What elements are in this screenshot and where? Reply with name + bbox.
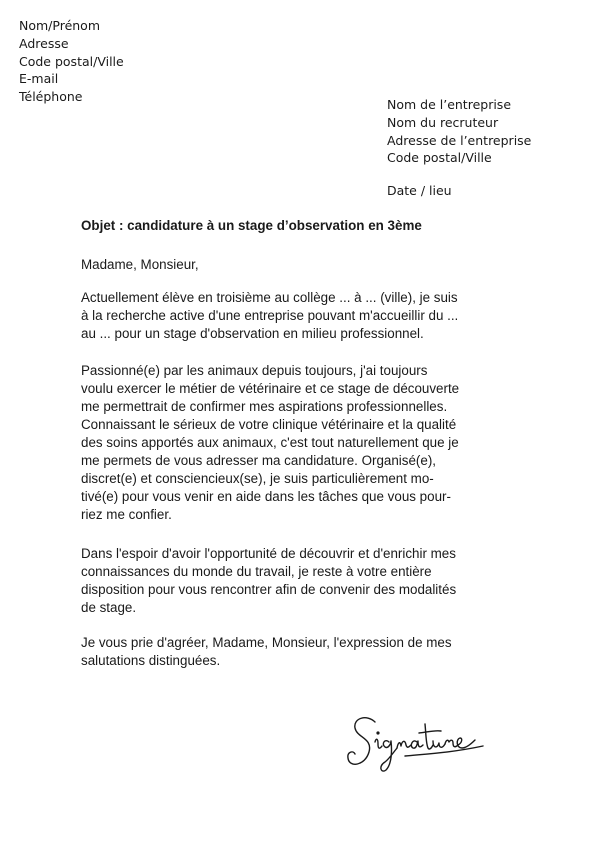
paragraph-line: salutations distinguées. [81, 653, 221, 668]
paragraph-line: me permettrait de confirmer mes aspirations professionnelles. [81, 399, 448, 414]
paragraph-line: au ... pour un stage d'observation en milieu professionnel. [81, 326, 424, 341]
sender-email: E-mail [19, 71, 59, 87]
paragraph-line: des soins apportés aux animaux, c'est tout naturellement que je [81, 435, 459, 450]
paragraph-line: me permets de vous adresser ma candidature. Organisé(e), [81, 453, 437, 468]
sender-block [19, 17, 124, 106]
paragraph-line: discret(e) et consciencieux(se), je suis particulièrement mo- [81, 471, 434, 486]
sender-phone: Téléphone [19, 89, 83, 105]
paragraph-availability [81, 545, 521, 617]
paragraph-line: Connaissant le sérieux de votre clinique vétérinaire et la qualité [81, 417, 457, 432]
recipient-recruiter: Nom du recruteur [387, 114, 499, 130]
paragraph-line: voulu exercer le métier de vétérinaire et ce stage de découverte [81, 381, 460, 396]
recipient-company: Nom de l’entreprise [387, 97, 512, 112]
date-place: Date / lieu [387, 183, 452, 199]
paragraph-intro [81, 289, 521, 343]
paragraph-line: Je vous prie d'agréer, Madame, Monsieur, l'expression de mes [81, 635, 452, 650]
subject-line: Objet : candidature à un stage d’observation en 3ème [81, 218, 422, 233]
sender-name: Nom/Prénom [19, 18, 101, 33]
recipient-city: Code postal/Ville [387, 150, 492, 166]
recipient-address: Adresse de l’entreprise [387, 132, 532, 148]
paragraph-line: de stage. [81, 600, 137, 615]
paragraph-line: Actuellement élève en troisième au collège ... à ... (ville), je suis [81, 290, 458, 305]
paragraph-line: Dans l'espoir d'avoir l'opportunité de découvrir et d'enrichir mes [81, 546, 456, 561]
recipient-block [387, 96, 531, 200]
paragraph-line: disposition pour vous rencontrer afin de convenir des modalités [81, 582, 457, 597]
paragraph-line: Passionné(e) par les animaux depuis toujours, j'ai toujours [81, 363, 428, 378]
sender-city: Code postal/Ville [19, 53, 124, 69]
paragraph-line: à la recherche active d'une entreprise pouvant m'accueillir du ... [81, 308, 459, 323]
paragraph-line: tivé(e) pour vous venir en aide dans les tâches que vous pour- [81, 489, 451, 504]
greeting-text: Madame, Monsieur, [81, 257, 199, 272]
greeting [81, 256, 521, 274]
handwritten-signature [345, 708, 495, 785]
paragraph-closing [81, 634, 521, 670]
paragraph-motivation [81, 362, 521, 524]
sender-address: Adresse [19, 35, 69, 51]
paragraph-line: connaissances du monde du travail, je reste à votre entière [81, 564, 432, 579]
paragraph-line: riez me confier. [81, 507, 172, 522]
signature-drawing [345, 708, 495, 780]
